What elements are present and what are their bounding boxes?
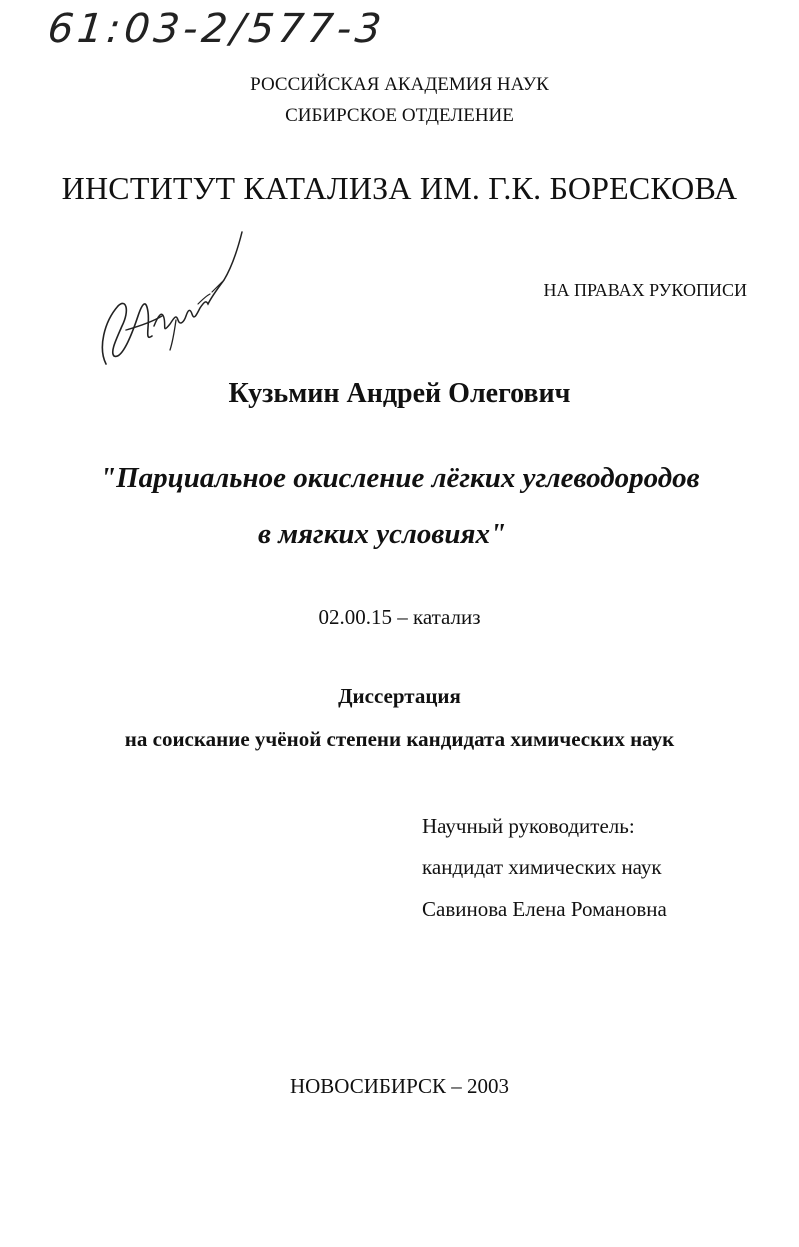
branch-name: СИБИРСКОЕ ОТДЕЛЕНИЕ [285, 105, 514, 126]
advisor-name: Савинова Елена Романовна [422, 897, 667, 921]
advisor-label: Научный руководитель: [422, 814, 635, 838]
city-and-year: НОВОСИБИРСК – 2003 [289, 1074, 510, 1098]
specialty-code: 02.00.15 – катализ [318, 605, 481, 629]
institute-name: ИНСТИТУТ КАТАЛИЗА ИМ. Г.К. БОРЕСКОВА [61, 170, 738, 206]
handwritten-signature [92, 226, 252, 376]
document-type: Диссертация [338, 684, 461, 708]
signature-drawing [92, 226, 252, 371]
dissertation-title-line-2: в мягких условиях" [258, 518, 507, 550]
advisor-degree: кандидат химических наук [422, 855, 662, 879]
author-name: Кузьмин Андрей Олегович [228, 378, 571, 409]
academy-name: РОССИЙСКАЯ АКАДЕМИЯ НАУК [250, 74, 549, 95]
catalog-number-stamp: 61:03-2/577-3 [45, 6, 388, 52]
dissertation-title-line-1: "Парциальное окисление лёгких углеводородов [100, 462, 700, 494]
manuscript-rights-note: НА ПРАВАХ РУКОПИСИ [543, 280, 747, 300]
degree-statement: на соискание учёной степени кандидата химических наук [124, 727, 675, 751]
